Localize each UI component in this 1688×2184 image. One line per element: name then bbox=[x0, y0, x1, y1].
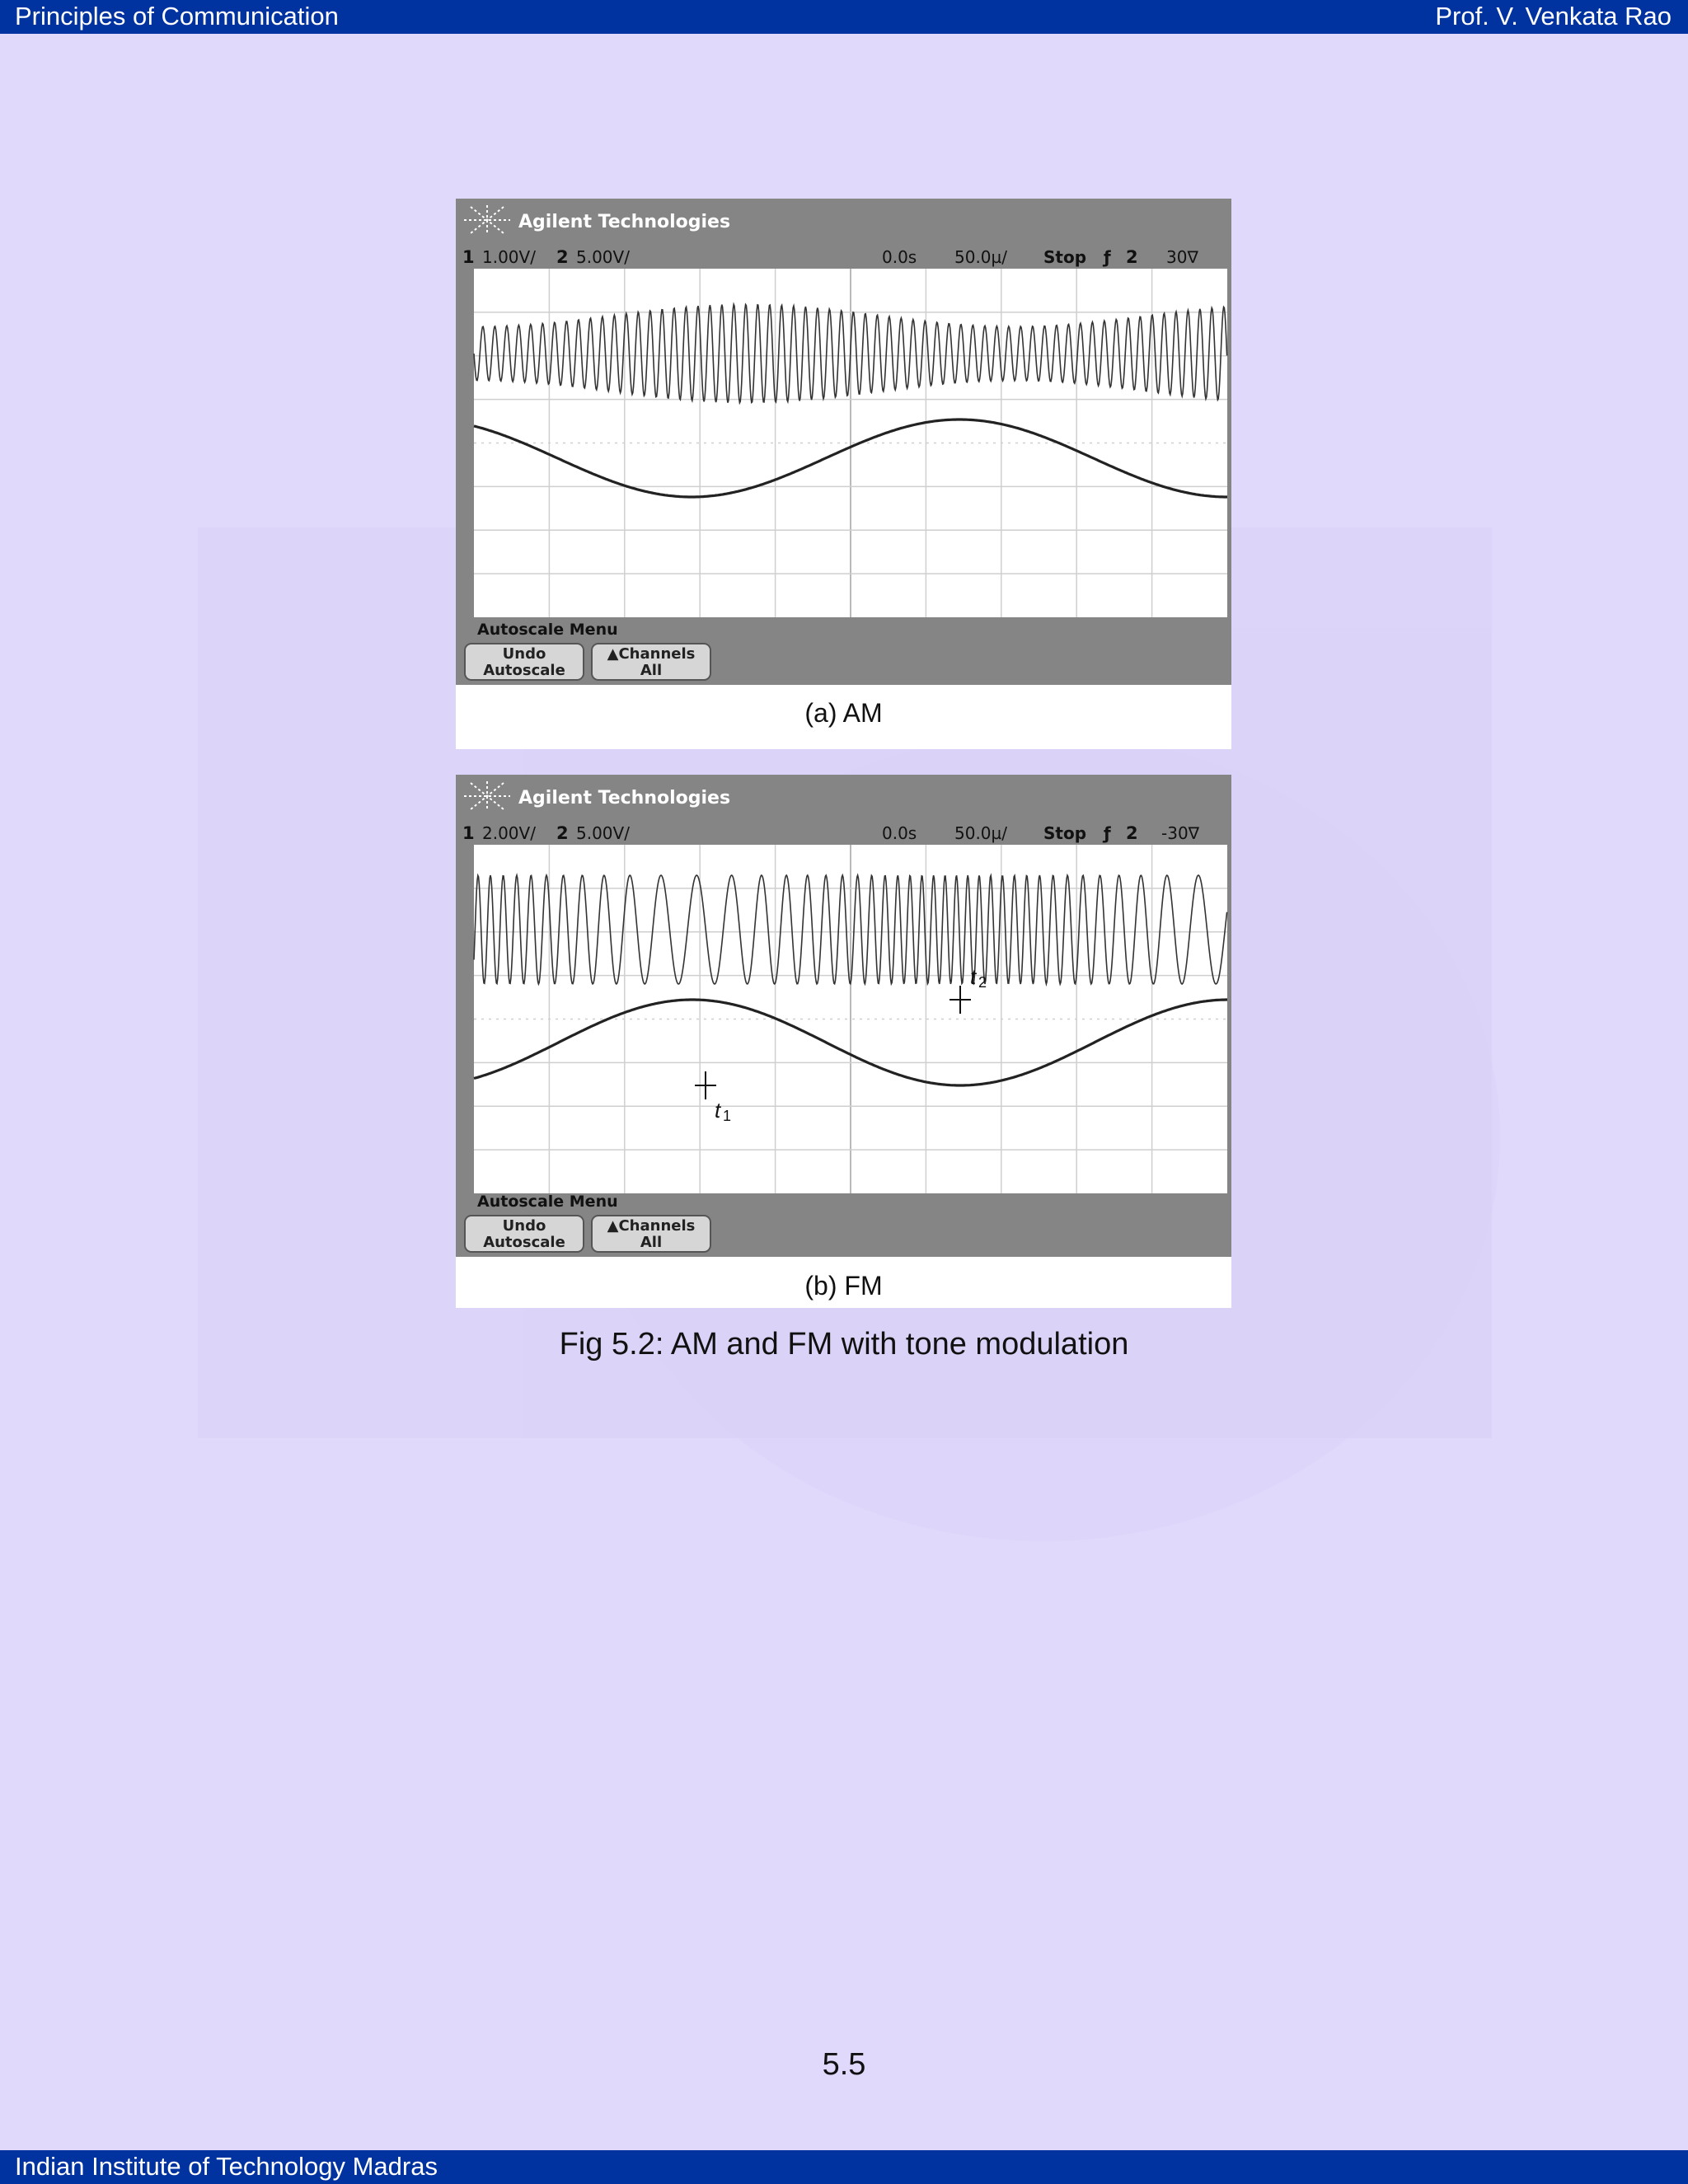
footer-bar bbox=[0, 2150, 1688, 2184]
trigger-channel: 2 bbox=[1126, 247, 1138, 267]
svg-text:t: t bbox=[715, 1098, 721, 1122]
fm-scope-screen bbox=[456, 775, 1231, 1308]
softkey-menu-title: Autoscale Menu bbox=[477, 621, 618, 639]
trigger-level: -30∇ bbox=[1161, 823, 1200, 843]
ch1-scale: 1.00V/ bbox=[482, 247, 536, 267]
time-scale: 50.0µ/ bbox=[954, 247, 1007, 267]
softkey-menu-title: Autoscale Menu bbox=[477, 1193, 618, 1211]
am-subcaption: (a) AM bbox=[804, 698, 883, 728]
svg-text:All: All bbox=[640, 662, 663, 679]
author-name: Prof. V. Venkata Rao bbox=[1435, 2, 1672, 30]
institute-name: Indian Institute of Technology Madras bbox=[15, 2152, 438, 2181]
ch1-label: 1 bbox=[462, 823, 475, 843]
svg-text:Undo: Undo bbox=[502, 645, 546, 663]
time-scale: 50.0µ/ bbox=[954, 823, 1007, 843]
run-state: Stop bbox=[1043, 823, 1087, 843]
figure-caption: Fig 5.2: AM and FM with tone modulation bbox=[559, 1327, 1129, 1361]
channels-all-button[interactable] bbox=[592, 1216, 710, 1252]
trigger-channel: 2 bbox=[1126, 823, 1138, 843]
undo-autoscale-button[interactable] bbox=[465, 644, 584, 680]
svg-text:t: t bbox=[970, 964, 977, 989]
svg-text:Undo: Undo bbox=[502, 1217, 546, 1235]
svg-text:▲Channels: ▲Channels bbox=[607, 1217, 696, 1235]
run-state: Stop bbox=[1043, 247, 1087, 267]
svg-text:▲Channels: ▲Channels bbox=[607, 645, 696, 663]
ch1-label: 1 bbox=[462, 247, 475, 267]
fm-subcaption: (b) FM bbox=[804, 1271, 883, 1301]
page-number: 5.5 bbox=[822, 2047, 866, 2082]
svg-text:1: 1 bbox=[723, 1108, 732, 1124]
trigger-edge-icon: ƒ bbox=[1104, 823, 1111, 843]
channels-all-button[interactable] bbox=[592, 644, 710, 680]
undo-autoscale-button[interactable] bbox=[465, 1216, 584, 1252]
ch1-scale: 2.00V/ bbox=[482, 823, 536, 843]
scope-brand: Agilent Technologies bbox=[518, 788, 731, 808]
course-title: Principles of Communication bbox=[15, 2, 339, 30]
ch2-scale: 5.00V/ bbox=[576, 823, 630, 843]
time-position: 0.0s bbox=[882, 823, 917, 843]
am-oscilloscope-figure bbox=[456, 199, 1231, 749]
time-position: 0.0s bbox=[882, 247, 917, 267]
scope-brand: Agilent Technologies bbox=[518, 212, 731, 232]
header-bar bbox=[0, 0, 1688, 34]
svg-text:2: 2 bbox=[978, 974, 987, 991]
trigger-edge-icon: ƒ bbox=[1104, 247, 1111, 267]
fm-oscilloscope-figure bbox=[456, 775, 1231, 1308]
ch2-label: 2 bbox=[556, 823, 569, 843]
ch2-scale: 5.00V/ bbox=[576, 247, 630, 267]
trigger-level: 30∇ bbox=[1166, 247, 1198, 267]
ch2-label: 2 bbox=[556, 247, 569, 267]
am-scope-screen bbox=[456, 199, 1231, 749]
svg-text:All: All bbox=[640, 1234, 663, 1251]
svg-text:Autoscale: Autoscale bbox=[483, 662, 565, 679]
svg-text:Autoscale: Autoscale bbox=[483, 1234, 565, 1251]
